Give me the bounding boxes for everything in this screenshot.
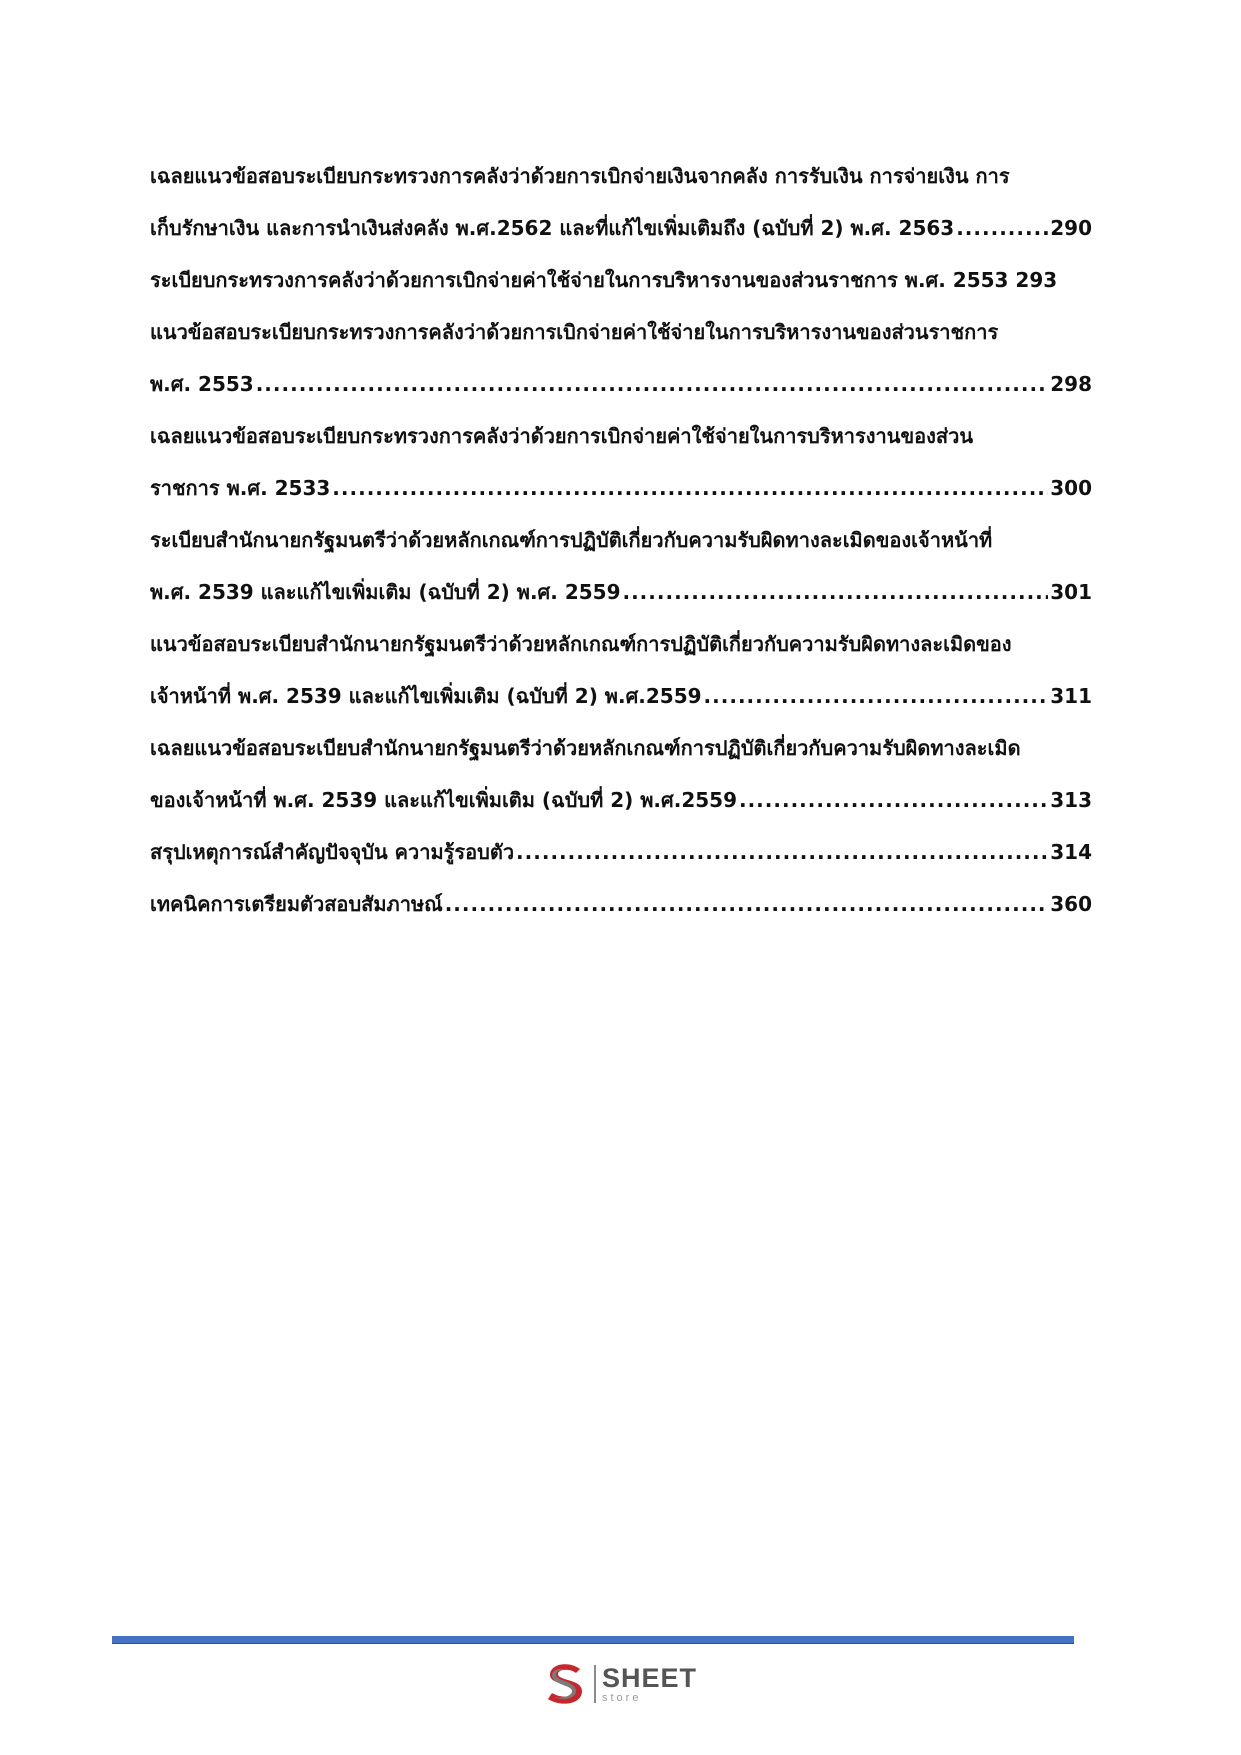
toc-entry-last-line [150, 878, 1092, 930]
toc-entry[interactable] [150, 410, 1092, 514]
sheet-store-logo [540, 1659, 697, 1709]
toc-entry-last-line [150, 566, 1092, 618]
toc-entry-title-continued: พ.ศ. 2553 [150, 372, 254, 396]
toc-entry-last-line [150, 358, 1092, 410]
dot-leader [704, 670, 1049, 722]
logo-word: SHEET [602, 1662, 698, 1693]
toc-entry[interactable] [150, 826, 1092, 878]
dot-leader [516, 826, 1048, 878]
toc-page-number: 301 [1050, 580, 1092, 604]
dot-leader [622, 566, 1048, 618]
toc-page-number: 314 [1050, 840, 1092, 864]
logo-text [602, 1662, 698, 1704]
toc-entry-last-line [150, 202, 1092, 254]
toc-entry-title-line: เฉลยแนวข้อสอบระเบียบกระทรวงการคลังว่าด้วยการเบิกจ่ายค่าใช้จ่ายในการบริหารงานของส่วน [150, 424, 973, 448]
sheet-store-logo-icon [540, 1659, 590, 1709]
logo-subtext: store [602, 1691, 642, 1704]
toc-entry-title-line: เฉลยแนวข้อสอบระเบียบสำนักนายกรัฐมนตรีว่าด้วยหลักเกณฑ์การปฏิบัติเกี่ยวกับความรับผิดทางละเมิด [150, 736, 1021, 760]
toc-entry-title-continued: พ.ศ. 2539 และแก้ไขเพิ่มเติม (ฉบับที่ 2) พ.ศ. 2559 [150, 580, 621, 604]
toc-entry-title-line: ระเบียบสำนักนายกรัฐมนตรีว่าด้วยหลักเกณฑ์การปฏิบัติเกี่ยวกับความรับผิดทางละเมิดของเจ้าหน้าที่ [150, 528, 993, 552]
toc-entry[interactable] [150, 722, 1092, 826]
toc-entry-title-continued: เจ้าหน้าที่ พ.ศ. 2539 และแก้ไขเพิ่มเติม (ฉบับที่ 2) พ.ศ.2559 [150, 684, 702, 708]
table-of-contents [150, 150, 1092, 930]
toc-entry-title-line: แนวข้อสอบระเบียบสำนักนายกรัฐมนตรีว่าด้วยหลักเกณฑ์การปฏิบัติเกี่ยวกับความรับผิดทางละเมิดของ [150, 632, 1012, 656]
toc-entry-title: สรุปเหตุการณ์สำคัญปัจจุบัน ความรู้รอบตัว [150, 840, 515, 864]
logo-divider [594, 1665, 596, 1703]
footer-rule [112, 1636, 1074, 1644]
toc-entry-title-continued: ของเจ้าหน้าที่ พ.ศ. 2539 และแก้ไขเพิ่มเติม (ฉบับที่ 2) พ.ศ.2559 [150, 788, 737, 812]
toc-entry[interactable] [150, 878, 1092, 930]
toc-entry-last-line [150, 670, 1092, 722]
toc-page-number: 313 [1050, 788, 1092, 812]
toc-entry-title: เทคนิคการเตรียมตัวสอบสัมภาษณ์ [150, 892, 443, 916]
toc-page-number: 300 [1050, 476, 1092, 500]
toc-page-number: 298 [1050, 372, 1092, 396]
toc-entry-title-line: ระเบียบกระทรวงการคลังว่าด้วยการเบิกจ่ายค่าใช้จ่ายในการบริหารงานของส่วนราชการ พ.ศ. 2553 293 [150, 268, 1058, 292]
toc-entry-last-line [150, 826, 1092, 878]
toc-entry[interactable] [150, 150, 1092, 254]
dot-leader [739, 774, 1048, 826]
toc-entry[interactable] [150, 618, 1092, 722]
dot-leader [445, 878, 1049, 930]
dot-leader [332, 462, 1048, 514]
toc-page-number: 290 [1050, 216, 1092, 240]
toc-entry-title-line: เฉลยแนวข้อสอบระเบียบกระทรวงการคลังว่าด้วยการเบิกจ่ายเงินจากคลัง การรับเงิน การจ่ายเงิน การ [150, 164, 1010, 188]
dot-leader [256, 358, 1049, 410]
toc-page-number: 311 [1050, 684, 1092, 708]
toc-entry[interactable] [150, 514, 1092, 618]
dot-leader [956, 202, 1048, 254]
toc-entry-last-line [150, 774, 1092, 826]
toc-page-number: 360 [1050, 892, 1092, 916]
toc-entry-title-line: แนวข้อสอบระเบียบกระทรวงการคลังว่าด้วยการเบิกจ่ายค่าใช้จ่ายในการบริหารงานของส่วนราชการ [150, 320, 999, 344]
toc-entry[interactable] [150, 306, 1092, 410]
toc-entry-last-line [150, 462, 1092, 514]
toc-entry-title-continued: ราชการ พ.ศ. 2533 [150, 476, 331, 500]
toc-entry[interactable] [150, 254, 1092, 306]
toc-entry-title-continued: เก็บรักษาเงิน และการนำเงินส่งคลัง พ.ศ.2562 และที่แก้ไขเพิ่มเติมถึง (ฉบับที่ 2) พ.ศ. 2563 [150, 216, 955, 240]
